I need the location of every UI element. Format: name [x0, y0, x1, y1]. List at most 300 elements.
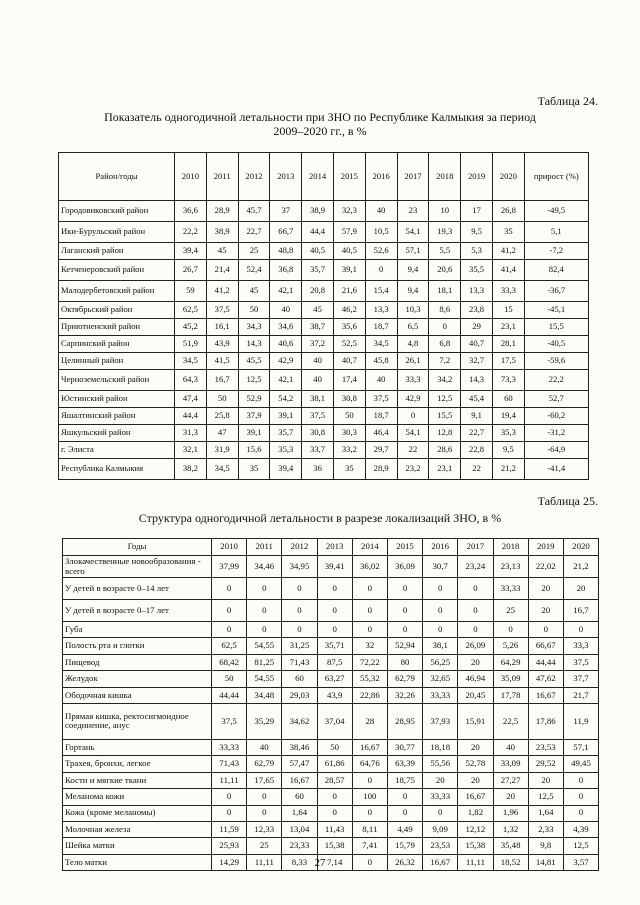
table-cell: 36,02 — [352, 556, 387, 578]
table-cell: 52,94 — [387, 638, 422, 654]
row-label: Желудок — [63, 671, 212, 687]
table-cell: 44,4 — [175, 408, 207, 425]
table-cell: 19,3 — [429, 222, 461, 243]
table-cell: 0 — [317, 805, 352, 821]
table-cell: 16,7 — [206, 370, 238, 391]
table-cell: 18,7 — [365, 319, 397, 336]
table-cell: 0 — [458, 622, 493, 638]
table-cell: 22,8 — [461, 442, 493, 459]
table-cell: 54,2 — [270, 391, 302, 408]
table-25-body — [63, 556, 599, 871]
table-cell: 52,4 — [238, 260, 270, 281]
table-cell: 0 — [247, 578, 282, 600]
row-label: Сарпинский район — [59, 336, 175, 353]
table-cell: 15,91 — [458, 703, 493, 739]
table-cell: 38,2 — [175, 459, 207, 480]
table-cell: 37,7 — [563, 671, 598, 687]
table-cell: 17,78 — [493, 687, 528, 703]
row-label: Кости и мягкие ткани — [63, 772, 212, 788]
row-label: Губа — [63, 622, 212, 638]
table-cell: 37,5 — [563, 654, 598, 670]
t24-header-cell: 2012 — [238, 153, 270, 201]
row-label: Малодербетовский район — [59, 281, 175, 302]
t24-header-cell: 2010 — [175, 153, 207, 201]
table-cell: 22,86 — [352, 687, 387, 703]
table-cell: 2,33 — [528, 821, 563, 837]
table-cell: 8,33 — [282, 854, 317, 870]
table-cell: 18,52 — [493, 854, 528, 870]
table-cell: 16,67 — [282, 772, 317, 788]
table-cell: 51,9 — [175, 336, 207, 353]
table-cell: 3,57 — [563, 854, 598, 870]
table-cell: -60,2 — [524, 408, 588, 425]
table-cell: 57,9 — [333, 222, 365, 243]
t25-header-cell: 2018 — [493, 539, 528, 556]
row-label: Кожа (кроме меланомы) — [63, 805, 212, 821]
table-cell: 32,1 — [175, 442, 207, 459]
table-cell: 64,76 — [352, 756, 387, 772]
table-cell: 40,7 — [333, 353, 365, 370]
table-cell: 15 — [492, 302, 524, 319]
table-cell: 20 — [528, 578, 563, 600]
row-label: г. Элиста — [59, 442, 175, 459]
table-row — [59, 336, 589, 353]
table-cell: 66,7 — [270, 222, 302, 243]
t25-header-cell: 2011 — [247, 539, 282, 556]
table-cell: 0 — [458, 578, 493, 600]
table-cell: 41,5 — [206, 353, 238, 370]
t24-header-cell: прирост (%) — [524, 153, 588, 201]
table-cell: 41,2 — [206, 281, 238, 302]
table-cell: 42,1 — [270, 281, 302, 302]
table-cell: 30,3 — [333, 425, 365, 442]
table-cell: -64,9 — [524, 442, 588, 459]
table-cell: 0 — [563, 789, 598, 805]
table-cell: 37 — [270, 201, 302, 222]
t24-header-cell: 2017 — [397, 153, 429, 201]
table-cell: 14,29 — [212, 854, 247, 870]
table-cell: 36 — [302, 459, 334, 480]
t24-header-cell: 2015 — [333, 153, 365, 201]
table-cell: 38,9 — [206, 222, 238, 243]
t25-header-cell: 2020 — [563, 539, 598, 556]
table-cell: 57,1 — [563, 739, 598, 755]
row-label: Трахея, бронхи, легкое — [63, 756, 212, 772]
table-cell: 9,8 — [528, 838, 563, 854]
table-row — [63, 838, 599, 854]
table-cell: 54,55 — [247, 671, 282, 687]
table-cell: 87,5 — [317, 654, 352, 670]
table-cell: 39,4 — [175, 243, 207, 260]
table-cell: 0 — [212, 805, 247, 821]
table-cell: 33,33 — [493, 578, 528, 600]
table-cell: 20,45 — [458, 687, 493, 703]
table-cell: 39,1 — [270, 408, 302, 425]
table-cell: 20 — [458, 654, 493, 670]
table-24-body — [59, 201, 589, 480]
table-cell: 11,59 — [212, 821, 247, 837]
table-cell: 28,95 — [387, 703, 422, 739]
row-label: Черноземельский район — [59, 370, 175, 391]
table-cell: 33,3 — [563, 638, 598, 654]
table-cell: 7,14 — [317, 854, 352, 870]
table-cell: 38,9 — [302, 201, 334, 222]
table-cell: 73,3 — [492, 370, 524, 391]
table-cell: 35,7 — [270, 425, 302, 442]
table-cell: 20 — [493, 789, 528, 805]
table-cell: 52,9 — [238, 391, 270, 408]
table-cell: 28,9 — [365, 459, 397, 480]
table-cell: 34,6 — [270, 319, 302, 336]
table-cell: 72,22 — [352, 654, 387, 670]
table-cell: 0 — [563, 622, 598, 638]
table-cell: -41,4 — [524, 459, 588, 480]
table-cell: 62,79 — [247, 756, 282, 772]
table-cell: 34,5 — [365, 336, 397, 353]
row-label: Лаганский район — [59, 243, 175, 260]
table-cell: 0 — [317, 600, 352, 622]
table-cell: 45 — [238, 281, 270, 302]
table-cell: 0 — [282, 600, 317, 622]
table-cell: 34,2 — [429, 370, 461, 391]
table-cell: 47,4 — [175, 391, 207, 408]
table-row — [59, 302, 589, 319]
table-cell: 66,67 — [528, 638, 563, 654]
table-cell: 45,5 — [238, 353, 270, 370]
table-cell: 20 — [528, 772, 563, 788]
table-cell: 18,75 — [387, 772, 422, 788]
table-cell: 32,7 — [461, 353, 493, 370]
table-cell: 64,29 — [493, 654, 528, 670]
table-cell: 21,6 — [333, 281, 365, 302]
table-cell: -36,7 — [524, 281, 588, 302]
table-cell: 26,1 — [397, 353, 429, 370]
table-cell: 59 — [175, 281, 207, 302]
table-cell: 13,3 — [365, 302, 397, 319]
t25-header-cell: 2014 — [352, 539, 387, 556]
table-cell: 32 — [352, 638, 387, 654]
table-24 — [58, 152, 589, 480]
table-cell: 35 — [333, 459, 365, 480]
table-cell: 9,4 — [397, 281, 429, 302]
table-cell: 61,86 — [317, 756, 352, 772]
table-cell: 25,8 — [206, 408, 238, 425]
t24-header-cell: 2016 — [365, 153, 397, 201]
table-cell: 9,09 — [423, 821, 458, 837]
table-cell: 39,1 — [333, 260, 365, 281]
table-cell: 0 — [247, 600, 282, 622]
table-cell: 36,8 — [270, 260, 302, 281]
table-cell: 0 — [423, 805, 458, 821]
table-cell: 0 — [282, 622, 317, 638]
table-cell: 16,1 — [206, 319, 238, 336]
t25-header-cell: Годы — [63, 539, 212, 556]
table-cell: 64,3 — [175, 370, 207, 391]
table-cell: 0 — [387, 600, 422, 622]
row-label: Тело матки — [63, 854, 212, 870]
table-cell: 0 — [397, 408, 429, 425]
table-row — [63, 556, 599, 578]
table-cell: 22,5 — [493, 703, 528, 739]
table-cell: 52,6 — [365, 243, 397, 260]
table-cell: 9,1 — [461, 408, 493, 425]
table-row — [59, 260, 589, 281]
table-cell: 37,2 — [302, 336, 334, 353]
page-number: 27 — [314, 857, 326, 869]
table-cell: 46,4 — [365, 425, 397, 442]
table-cell: 28 — [352, 703, 387, 739]
table-cell: 45,4 — [461, 391, 493, 408]
table-cell: 80 — [387, 654, 422, 670]
table-cell: 29,52 — [528, 756, 563, 772]
table-cell: 23,1 — [492, 319, 524, 336]
table-cell: 54,1 — [397, 425, 429, 442]
table-cell: 5,1 — [524, 222, 588, 243]
table-cell: 0 — [563, 772, 598, 788]
table-cell: 33,09 — [493, 756, 528, 772]
table-cell: 40,5 — [302, 243, 334, 260]
table-cell: 35,3 — [492, 425, 524, 442]
table-cell: 0 — [423, 600, 458, 622]
table-cell: 62,5 — [175, 302, 207, 319]
table-cell: 17 — [461, 201, 493, 222]
table-cell: 33,2 — [333, 442, 365, 459]
row-label: Октябрьский район — [59, 302, 175, 319]
table-cell: 50 — [212, 671, 247, 687]
table-cell: 37,5 — [206, 302, 238, 319]
row-label: Молочная железа — [63, 821, 212, 837]
table-cell: 12,5 — [528, 789, 563, 805]
table-cell: 25,93 — [212, 838, 247, 854]
table-cell: 1,64 — [282, 805, 317, 821]
table-cell: 23 — [397, 201, 429, 222]
t24-header-cell: 2018 — [429, 153, 461, 201]
t24-header-cell: 2011 — [206, 153, 238, 201]
table-row — [59, 425, 589, 442]
table-24-title — [60, 110, 580, 138]
table-cell: 82,4 — [524, 260, 588, 281]
table-cell: 35,5 — [461, 260, 493, 281]
table-cell: 22,2 — [524, 370, 588, 391]
t24-header-cell: Район/годы — [59, 153, 175, 201]
table-row — [63, 671, 599, 687]
table-cell: 0 — [247, 622, 282, 638]
table-cell: 40,6 — [270, 336, 302, 353]
table-cell: 0 — [212, 789, 247, 805]
table-cell: 14,3 — [238, 336, 270, 353]
table-cell: 42,9 — [397, 391, 429, 408]
table-cell: 0 — [387, 622, 422, 638]
table-row — [59, 243, 589, 260]
table-cell: 8,11 — [352, 821, 387, 837]
table-row — [63, 622, 599, 638]
table-cell: 63,27 — [317, 671, 352, 687]
table-cell: 11,11 — [212, 772, 247, 788]
table-cell: 0 — [212, 600, 247, 622]
table-row — [59, 459, 589, 480]
row-label: Кетченеровский район — [59, 260, 175, 281]
table-cell: 6,5 — [397, 319, 429, 336]
table-cell: 0 — [387, 789, 422, 805]
table-cell: 81,25 — [247, 654, 282, 670]
table-cell: 44,4 — [302, 222, 334, 243]
table-cell: 20 — [458, 739, 493, 755]
table-cell: 0 — [317, 789, 352, 805]
table-cell: -49,5 — [524, 201, 588, 222]
table-cell: 33,33 — [212, 739, 247, 755]
table-cell: 20 — [563, 578, 598, 600]
t25-header-cell: 2012 — [282, 539, 317, 556]
table-row — [63, 739, 599, 755]
table-cell: 13,04 — [282, 821, 317, 837]
table-cell: 46,2 — [333, 302, 365, 319]
table-row — [59, 281, 589, 302]
table-cell: 26,8 — [492, 201, 524, 222]
table-cell: 40 — [270, 302, 302, 319]
table-cell: 17,4 — [333, 370, 365, 391]
table-cell: 35,29 — [247, 703, 282, 739]
table-cell: 35 — [492, 222, 524, 243]
table-cell: 0 — [352, 854, 387, 870]
table-row — [59, 319, 589, 336]
table-cell: 11,43 — [317, 821, 352, 837]
table-cell: 0 — [212, 578, 247, 600]
table-cell: 23,53 — [528, 739, 563, 755]
table-cell: 11,11 — [247, 854, 282, 870]
table-cell: -31,2 — [524, 425, 588, 442]
table-cell: 34,5 — [175, 353, 207, 370]
t24-header-cell: 2013 — [270, 153, 302, 201]
table-cell: 36,6 — [175, 201, 207, 222]
table-cell: 23,1 — [429, 459, 461, 480]
table-cell: 25 — [493, 600, 528, 622]
table-cell: 16,67 — [423, 854, 458, 870]
table-cell: 25 — [238, 243, 270, 260]
table-cell: 10,3 — [397, 302, 429, 319]
table-cell: 20 — [423, 772, 458, 788]
row-label: Республика Калмыкия — [59, 459, 175, 480]
table-cell: 22 — [397, 442, 429, 459]
table-25-label: Таблица 25. — [537, 494, 598, 508]
table-cell: 22 — [461, 459, 493, 480]
table-cell: 20 — [458, 772, 493, 788]
t25-header-cell: 2013 — [317, 539, 352, 556]
t25-header-cell: 2010 — [212, 539, 247, 556]
table-cell: 48,8 — [270, 243, 302, 260]
table-cell: 13,3 — [461, 281, 493, 302]
table-cell: 41,4 — [492, 260, 524, 281]
table-cell: 34,3 — [238, 319, 270, 336]
table-cell: 0 — [429, 319, 461, 336]
table-cell: 35,71 — [317, 638, 352, 654]
table-row — [59, 353, 589, 370]
table-cell: 12,8 — [429, 425, 461, 442]
table-cell: 33,33 — [423, 687, 458, 703]
table-row — [63, 638, 599, 654]
table-cell: 15,6 — [238, 442, 270, 459]
table-cell: 0 — [352, 600, 387, 622]
table-cell: 55,32 — [352, 671, 387, 687]
table-cell: 28,1 — [492, 336, 524, 353]
table-cell: 40 — [302, 353, 334, 370]
table-cell: 50 — [333, 408, 365, 425]
table-cell: 5,5 — [429, 243, 461, 260]
table-cell: 62,79 — [387, 671, 422, 687]
table-cell: 23,13 — [493, 556, 528, 578]
table-cell: 37,93 — [423, 703, 458, 739]
table-cell: 16,67 — [528, 687, 563, 703]
table-cell: 16,7 — [563, 600, 598, 622]
row-label: Злокачественные новообразования - всего — [63, 556, 212, 578]
table-cell: 6,8 — [429, 336, 461, 353]
table-cell: -7,2 — [524, 243, 588, 260]
table-cell: 15,5 — [524, 319, 588, 336]
t25-header-cell: 2017 — [458, 539, 493, 556]
table-cell: 28,57 — [317, 772, 352, 788]
table-cell: 18,18 — [423, 739, 458, 755]
table-cell: 0 — [317, 622, 352, 638]
table-cell: 1,96 — [493, 805, 528, 821]
table-cell: 5,26 — [493, 638, 528, 654]
table-cell: 0 — [317, 578, 352, 600]
table-cell: 37,5 — [365, 391, 397, 408]
table-cell: 37,9 — [238, 408, 270, 425]
table-cell: 12,12 — [458, 821, 493, 837]
row-label: Гортань — [63, 739, 212, 755]
table-cell: 0 — [458, 600, 493, 622]
table-cell: 12,5 — [429, 391, 461, 408]
table-row — [63, 772, 599, 788]
table-cell: 30,8 — [302, 425, 334, 442]
table-cell: 0 — [352, 578, 387, 600]
table-cell: 62,5 — [212, 638, 247, 654]
table-cell: 0 — [247, 789, 282, 805]
table-cell: 57,47 — [282, 756, 317, 772]
table-row — [59, 408, 589, 425]
table-cell: 50 — [206, 391, 238, 408]
table-24-title-line1: Показатель одногодичной летальности при ЗНО по Республике Калмыкия за период — [104, 110, 536, 124]
table-cell: 31,3 — [175, 425, 207, 442]
table-cell: 32,3 — [333, 201, 365, 222]
table-cell: 35 — [238, 459, 270, 480]
table-cell: 14,81 — [528, 854, 563, 870]
table-cell: 37,99 — [212, 556, 247, 578]
table-cell: 22,7 — [461, 425, 493, 442]
row-label: Ободочная кишка — [63, 687, 212, 703]
row-label: Шейка матки — [63, 838, 212, 854]
table-cell: 32,65 — [423, 671, 458, 687]
table-cell: 33,3 — [397, 370, 429, 391]
table-cell: 15,79 — [387, 838, 422, 854]
table-cell: 100 — [352, 789, 387, 805]
table-cell: 44,44 — [212, 687, 247, 703]
table-cell: 40 — [365, 370, 397, 391]
table-24-header-row — [59, 153, 589, 201]
table-cell: 37,5 — [212, 703, 247, 739]
t25-header-cell: 2016 — [423, 539, 458, 556]
table-cell: 40 — [247, 739, 282, 755]
table-cell: 1,32 — [493, 821, 528, 837]
table-cell: 33,33 — [423, 789, 458, 805]
table-cell: 0 — [493, 622, 528, 638]
table-cell: 29,03 — [282, 687, 317, 703]
table-cell: 44,44 — [528, 654, 563, 670]
table-cell: 47,62 — [528, 671, 563, 687]
table-cell: 17,86 — [528, 703, 563, 739]
table-cell: 47 — [206, 425, 238, 442]
row-label: У детей в возрасте 0–14 лет — [63, 578, 212, 600]
table-cell: 50 — [317, 739, 352, 755]
